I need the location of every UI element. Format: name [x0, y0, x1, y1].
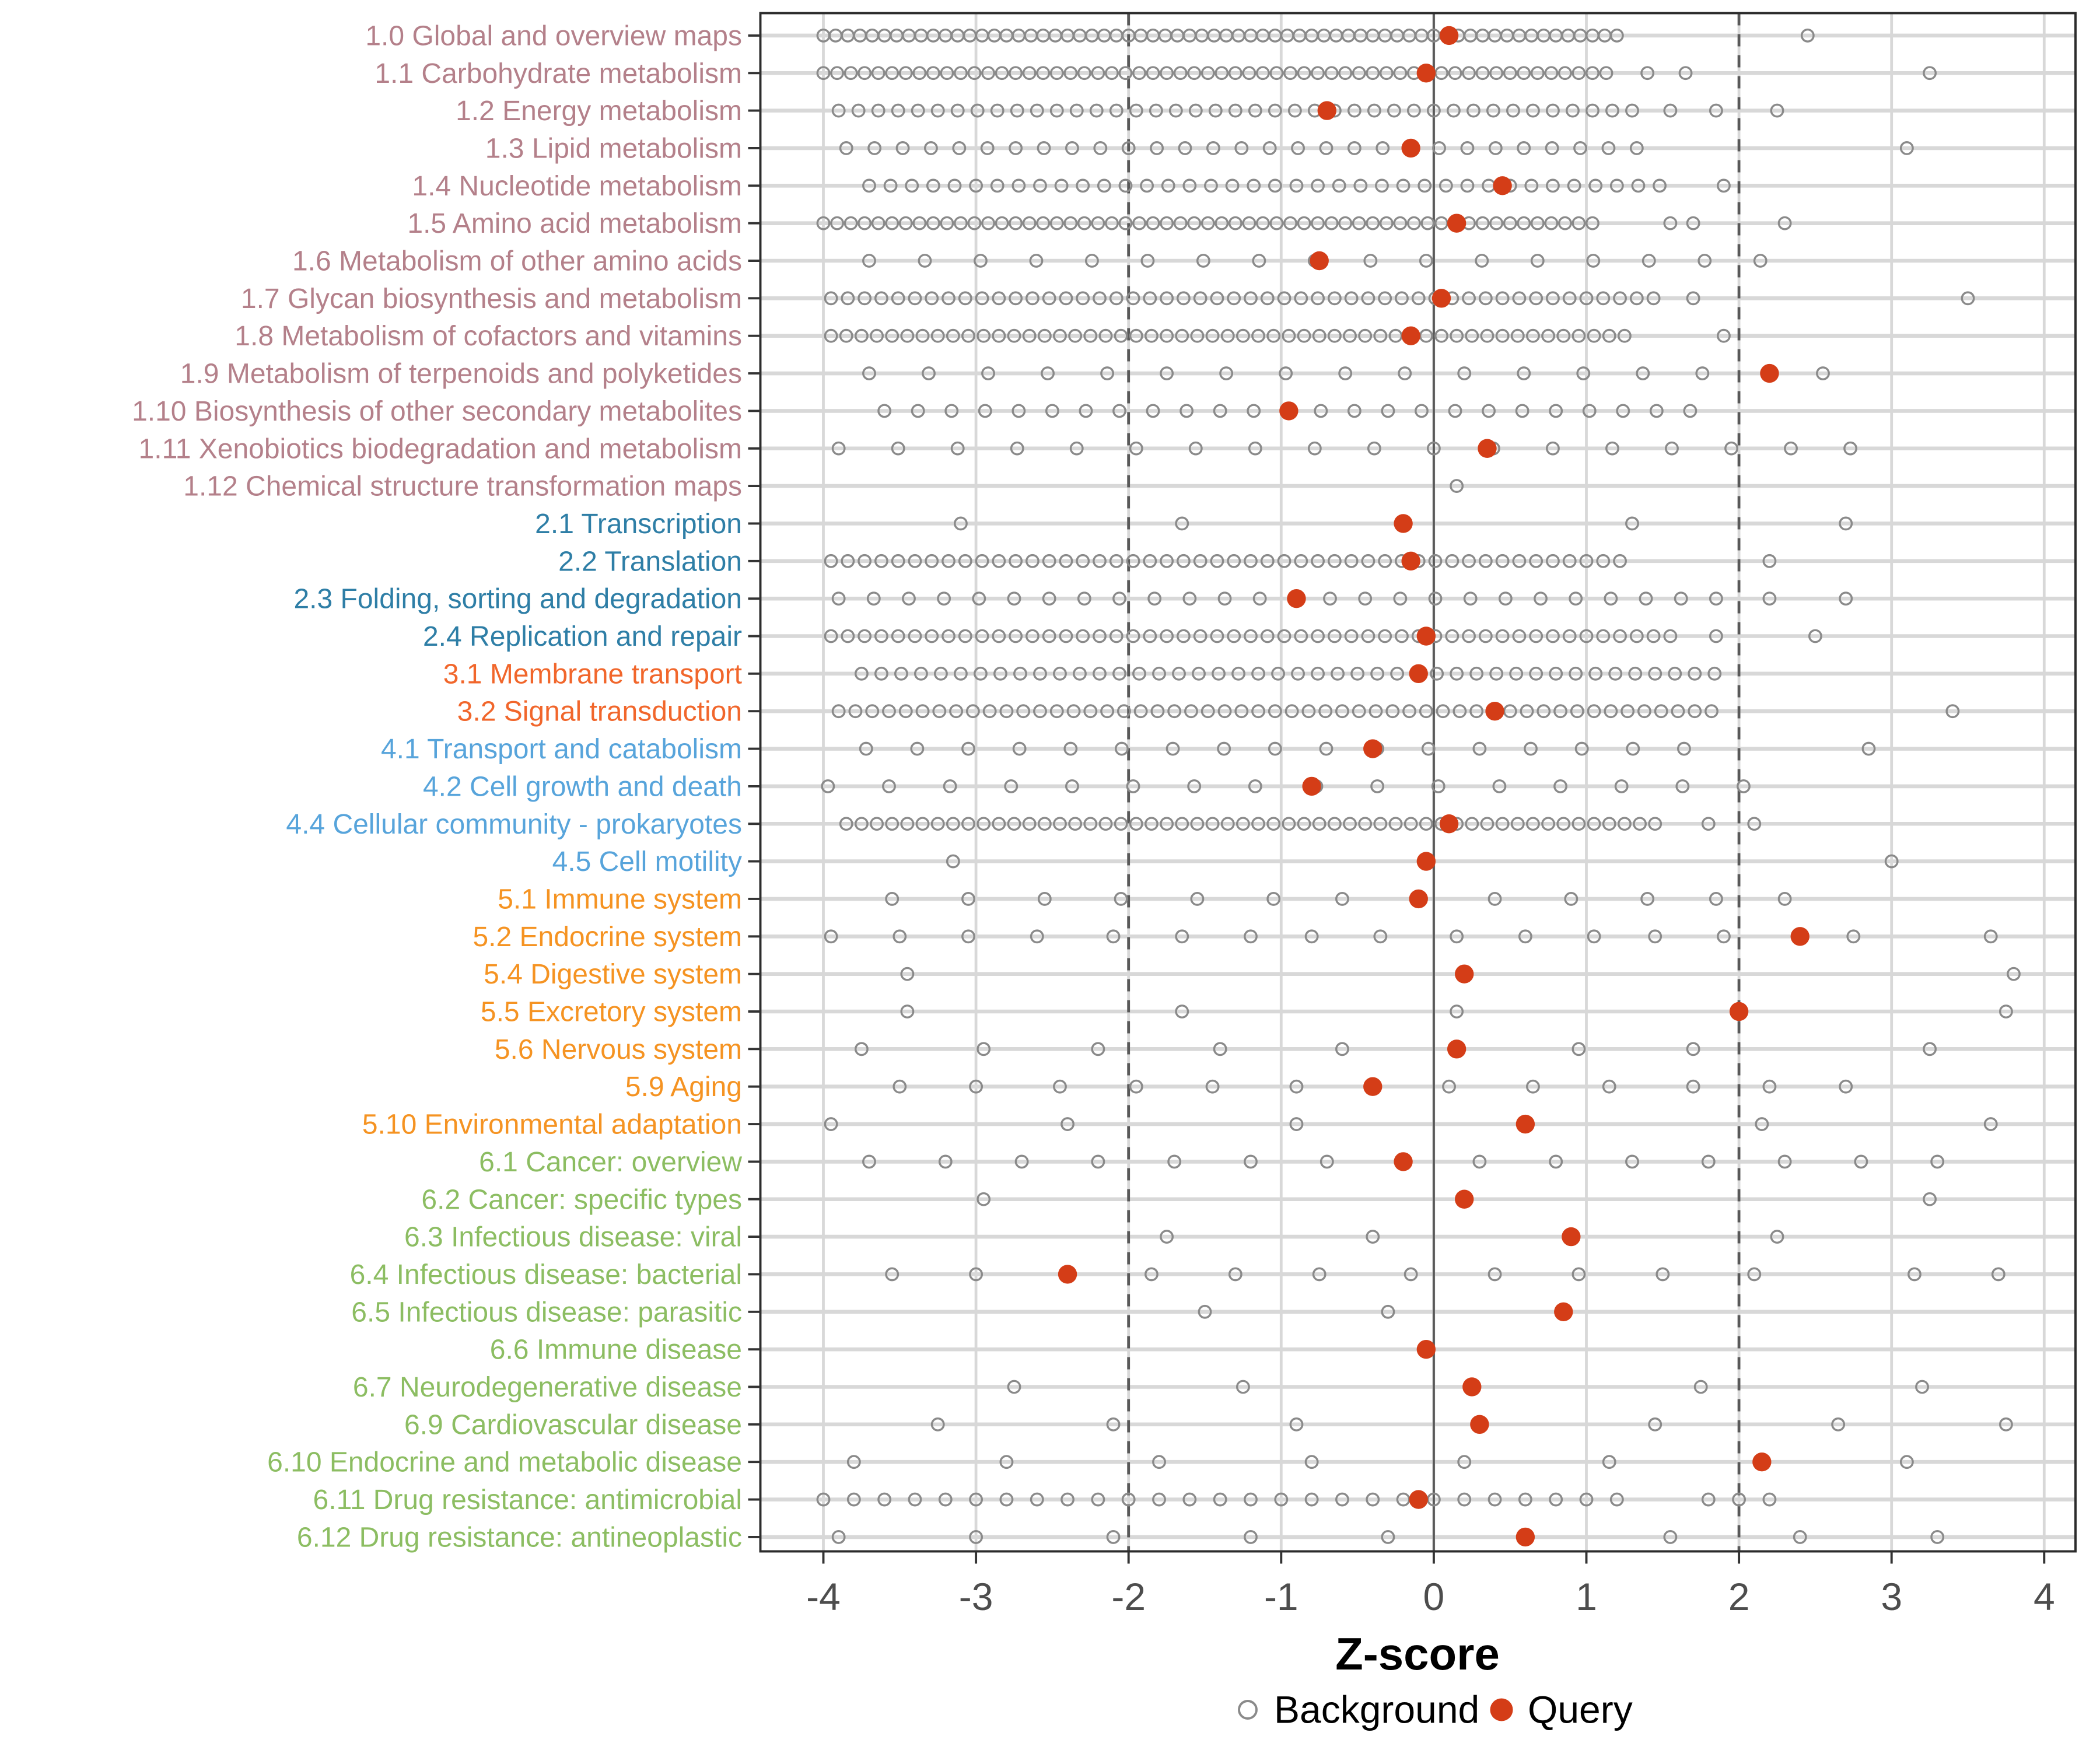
query-point — [1554, 1303, 1573, 1321]
x-tick-label: 3 — [1881, 1575, 1903, 1618]
query-point — [1394, 514, 1412, 533]
query-point — [1310, 251, 1329, 270]
query-point — [1791, 927, 1810, 946]
y-axis-label: 5.5 Excretory system — [480, 996, 742, 1028]
query-point — [1432, 289, 1451, 307]
x-tick-label: 1 — [1576, 1575, 1597, 1618]
y-axis-label: 6.5 Infectious disease: parasitic — [351, 1297, 742, 1328]
query-point — [1409, 664, 1428, 683]
y-axis-label: 5.10 Environmental adaptation — [362, 1109, 742, 1140]
y-axis-label: 6.10 Endocrine and metabolic disease — [267, 1447, 743, 1478]
y-axis-label: 1.7 Glycan biosynthesis and metabolism — [240, 283, 743, 314]
y-axis-label: 5.6 Nervous system — [494, 1034, 742, 1065]
y-axis-label: 4.5 Cell motility — [552, 846, 742, 878]
query-point — [1470, 1415, 1489, 1434]
query-point — [1394, 1152, 1412, 1171]
y-axis-label: 3.2 Signal transduction — [457, 696, 742, 727]
y-axis-label: 6.11 Drug resistance: antimicrobial — [313, 1485, 742, 1516]
y-axis-label: 6.1 Cancer: overview — [479, 1146, 742, 1178]
query-point — [1730, 1002, 1748, 1021]
y-axis-label: 2.1 Transcription — [535, 508, 742, 540]
x-tick-label: 0 — [1423, 1575, 1445, 1618]
y-axis-label: 1.11 Xenobiotics biodegradation and metabolism — [138, 433, 742, 465]
query-point — [1562, 1227, 1580, 1246]
query-point — [1401, 552, 1420, 570]
y-axis-label: 6.4 Infectious disease: bacterial — [349, 1259, 742, 1290]
y-axis-label: 1.8 Metabolism of cofactors and vitamins — [235, 321, 742, 352]
query-point — [1440, 814, 1458, 833]
y-axis-label: 5.1 Immune system — [498, 884, 742, 915]
legend-background-label: Background — [1274, 1688, 1480, 1731]
y-axis-label: 1.1 Carbohydrate metabolism — [374, 58, 742, 89]
legend-background-marker-icon — [1239, 1701, 1256, 1718]
y-axis-label: 1.12 Chemical structure transformation maps — [183, 471, 742, 502]
query-point — [1409, 890, 1428, 908]
y-axis-label: 1.2 Energy metabolism — [456, 96, 742, 127]
query-point — [1447, 1040, 1466, 1058]
y-axis-label: 2.2 Translation — [558, 546, 742, 578]
y-axis-label: 1.10 Biosynthesis of other secondary metabolites — [132, 396, 742, 427]
query-point — [1516, 1115, 1535, 1133]
y-axis-label: 1.9 Metabolism of terpenoids and polyketides — [180, 358, 742, 390]
query-point — [1455, 964, 1474, 983]
y-axis-label: 2.3 Folding, sorting and degradation — [293, 583, 743, 615]
y-axis-label: 5.4 Digestive system — [484, 959, 742, 991]
y-axis-label: 4.4 Cellular community - prokaryotes — [286, 808, 743, 840]
y-axis-label: 6.9 Cardiovascular disease — [404, 1409, 742, 1441]
query-point — [1401, 139, 1420, 158]
y-axis-label: 5.9 Aging — [625, 1072, 742, 1103]
y-axis-label: 6.2 Cancer: specific types — [421, 1184, 742, 1216]
y-axis-label: 1.5 Amino acid metabolism — [407, 208, 742, 240]
y-axis-label: 1.4 Nucleotide metabolism — [412, 170, 742, 202]
panel-frame-layer — [761, 13, 2076, 1552]
query-point — [1478, 439, 1496, 458]
query-point — [1318, 101, 1336, 120]
query-point — [1279, 401, 1298, 420]
gridlines-layer — [761, 13, 2076, 1552]
query-point — [1363, 1077, 1382, 1096]
y-axis-label: 5.2 Endocrine system — [473, 921, 742, 953]
query-point — [1363, 739, 1382, 758]
x-axis-title: Z-score — [1335, 1628, 1500, 1679]
y-axis-label: 1.3 Lipid metabolism — [485, 133, 742, 164]
query-point — [1462, 1377, 1481, 1396]
query-point — [1760, 364, 1779, 383]
y-axis-label: 4.2 Cell growth and death — [422, 771, 742, 803]
query-point — [1455, 1190, 1474, 1209]
y-axis-label: 2.4 Replication and repair — [422, 621, 742, 652]
query-point — [1417, 852, 1436, 870]
query-point — [1287, 589, 1306, 608]
query-point — [1493, 176, 1511, 195]
query-point — [1440, 26, 1458, 45]
y-axis-label: 3.1 Membrane transport — [443, 659, 742, 690]
y-axis-label: 6.3 Infectious disease: viral — [404, 1222, 742, 1253]
query-point — [1516, 1528, 1535, 1546]
query-point — [1302, 777, 1321, 796]
x-tick-label: 2 — [1728, 1575, 1750, 1618]
y-axis-label: 6.7 Neurodegenerative disease — [352, 1372, 742, 1403]
query-point — [1417, 626, 1436, 645]
legend — [1239, 1688, 1633, 1731]
y-axis-label: 1.0 Global and overview maps — [365, 20, 742, 52]
query-point — [1447, 214, 1466, 232]
x-tick-label: -3 — [958, 1575, 993, 1618]
legend-query-label: Query — [1528, 1688, 1633, 1731]
x-tick-label: 4 — [2033, 1575, 2055, 1618]
query-point — [1417, 1340, 1436, 1359]
y-axis-label: 1.6 Metabolism of other amino acids — [292, 246, 742, 277]
y-axis-label: 6.6 Immune disease — [489, 1334, 742, 1366]
y-axis-label: 4.1 Transport and catabolism — [380, 734, 742, 765]
y-axis-label: 6.12 Drug resistance: antineoplastic — [296, 1522, 743, 1553]
query-point — [1058, 1265, 1077, 1283]
query-point — [1417, 64, 1436, 82]
legend-query-marker-icon — [1490, 1699, 1513, 1721]
x-tick-label: -1 — [1264, 1575, 1298, 1618]
x-tick-label: -2 — [1111, 1575, 1146, 1618]
query-point — [1401, 327, 1420, 345]
query-point — [1409, 1490, 1428, 1508]
query-point — [1752, 1452, 1771, 1471]
x-tick-label: -4 — [806, 1575, 841, 1618]
panel-border — [761, 13, 2076, 1552]
query-point — [1485, 702, 1504, 720]
